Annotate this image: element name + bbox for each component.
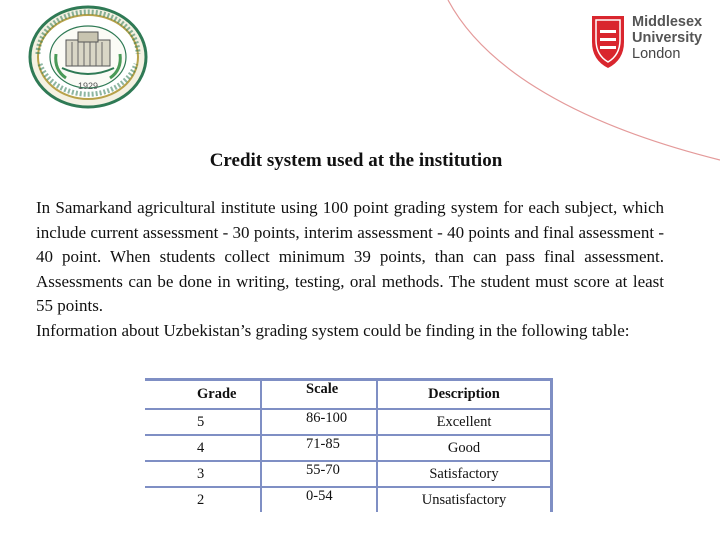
middlesex-line1: Middlesex — [632, 14, 703, 30]
header-description: Description — [377, 380, 552, 410]
cell-scale — [261, 409, 377, 435]
institute-seal-icon — [26, 4, 150, 110]
cell-scale-text: 55-70 — [306, 461, 340, 478]
middlesex-line3: London — [632, 46, 681, 62]
cell-grade: 5 — [145, 409, 261, 435]
paragraph-table-intro: Information about Uzbekistan’s grading system could be finding in the following table: — [36, 320, 630, 340]
middlesex-shield-icon — [590, 12, 630, 70]
table-row — [145, 435, 552, 461]
cell-scale — [261, 435, 377, 461]
grading-table — [145, 378, 553, 512]
cell-description: Excellent — [377, 409, 552, 435]
page-title: Credit system used at the institution — [209, 150, 503, 171]
paragraph-grading-system: In Samarkand agricultural institute using 100 point grading system for each subject, which include current assessment - 30 points, interim assessment - 40 points and final assessment - 40 point. When students collect minimum 39 points, than can pass final assessment. Assessments can be done in writing, testing, oral methods. The student must score at least 55 points. — [36, 198, 664, 315]
cell-scale — [261, 461, 377, 487]
cell-grade: 4 — [145, 435, 261, 461]
seal-year: 1929 — [77, 81, 99, 91]
table-row — [145, 487, 552, 512]
cell-description: Good — [377, 435, 552, 461]
table-header-row — [145, 380, 552, 410]
cell-grade: 2 — [145, 487, 261, 512]
cell-grade: 3 — [145, 461, 261, 487]
institute-logo — [26, 4, 150, 110]
body-text — [36, 196, 664, 343]
header-grade: Grade — [145, 380, 261, 410]
cell-scale-text: 71-85 — [306, 435, 340, 452]
header-scale: Scale — [261, 380, 377, 410]
table-row — [145, 409, 552, 435]
cell-scale-text: 0-54 — [306, 487, 333, 504]
cell-description: Satisfactory — [377, 461, 552, 487]
cell-scale — [261, 487, 377, 512]
cell-description: Unsatisfactory — [377, 487, 552, 512]
cell-scale-text: 86-100 — [306, 409, 348, 426]
middlesex-wordmark — [632, 14, 702, 62]
middlesex-line2: University — [632, 30, 703, 46]
table-row — [145, 461, 552, 487]
